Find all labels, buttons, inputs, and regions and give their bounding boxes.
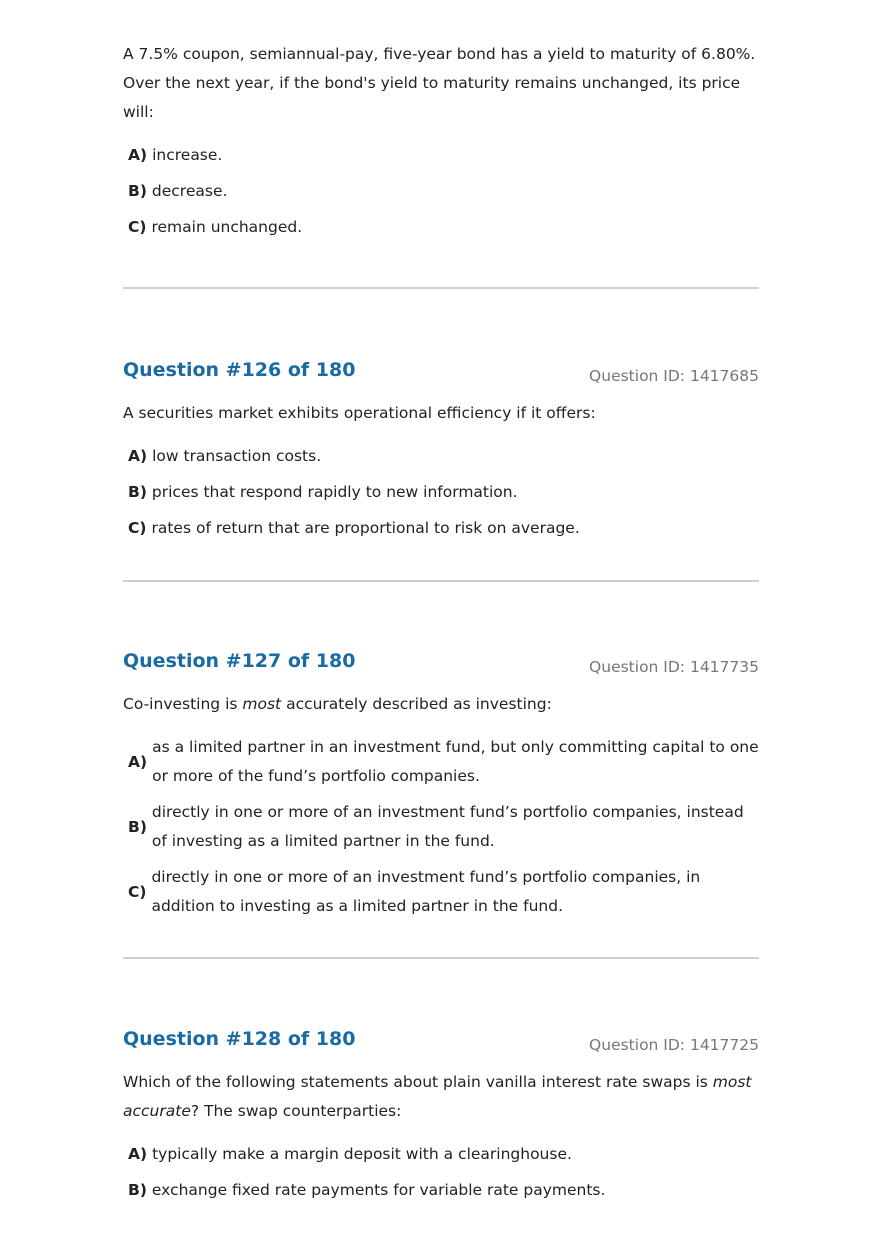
question-125	[123, 40, 759, 242]
answer-text: rates of return that are proportional to risk on average.	[151, 519, 580, 537]
answer-list	[123, 442, 759, 543]
answer-letter: B)	[128, 817, 147, 836]
answer-option-b[interactable]	[128, 478, 759, 507]
question-header	[123, 1022, 759, 1054]
question-text	[123, 1068, 759, 1126]
question-text: A securities market exhibits operational efficiency if it offers:	[123, 404, 596, 422]
answer-option-a[interactable]	[128, 733, 759, 791]
answer-letter: B)	[128, 1181, 147, 1199]
question-header	[123, 353, 759, 385]
answer-option-c[interactable]	[128, 863, 759, 921]
question-text-before: Co-investing is	[123, 695, 243, 713]
answer-letter: A)	[128, 1145, 148, 1163]
divider	[123, 580, 759, 582]
answer-option-c[interactable]	[128, 213, 759, 242]
page	[123, 40, 759, 1212]
question-text: A 7.5% coupon, semiannual-pay, five-year bond has a yield to maturity of 6.80%. Over the next year, if the bond's yield to maturity remains unchanged, its price will:	[123, 45, 756, 121]
answer-text: remain unchanged.	[151, 218, 303, 236]
answer-letter: C)	[128, 218, 147, 236]
answer-text: prices that respond rapidly to new information.	[151, 483, 518, 501]
question-128	[123, 1022, 759, 1205]
divider	[123, 287, 759, 289]
question-text	[123, 690, 759, 719]
answer-letter: B)	[128, 182, 147, 200]
answer-option-b[interactable]	[128, 177, 759, 206]
question-title: Question #127 of 180	[123, 650, 356, 672]
question-text-after: accurately described as investing:	[281, 695, 552, 713]
answer-option-c[interactable]	[128, 514, 759, 543]
answer-letter: A)	[128, 447, 148, 465]
question-title: Question #128 of 180	[123, 1028, 356, 1050]
answer-option-b[interactable]	[128, 798, 759, 856]
question-text-emphasis: most accurate	[123, 1073, 752, 1120]
answer-list	[123, 733, 759, 921]
question-text-before: Which of the following statements about plain vanilla interest rate swaps is	[123, 1073, 713, 1091]
answer-text: directly in one or more of an investment fund’s portfolio companies, instead of investing as a limited partner in the fund.	[151, 803, 744, 850]
answer-letter: A)	[128, 752, 148, 771]
question-text-emphasis: most	[242, 695, 282, 713]
answer-text: decrease.	[151, 182, 228, 200]
answer-letter: B)	[128, 483, 147, 501]
answer-option-b[interactable]	[128, 1176, 759, 1205]
question-text-after: ? The swap counterparties:	[190, 1102, 402, 1120]
question-127	[123, 644, 759, 921]
question-title: Question #126 of 180	[123, 359, 356, 381]
answer-text: typically make a margin deposit with a clearinghouse.	[152, 1145, 572, 1163]
question-id: Question ID: 1417735	[589, 658, 759, 676]
question-id: Question ID: 1417685	[589, 367, 759, 385]
answer-letter: C)	[128, 882, 147, 901]
divider	[123, 957, 759, 959]
answer-option-a[interactable]	[128, 1140, 759, 1169]
answer-list	[123, 141, 759, 242]
answer-text: increase.	[152, 146, 223, 164]
answer-text: as a limited partner in an investment fund, but only committing capital to one or more of the fund’s portfolio companies.	[152, 738, 759, 785]
answer-letter: C)	[128, 519, 147, 537]
question-id: Question ID: 1417725	[589, 1036, 759, 1054]
answer-list	[123, 1140, 759, 1205]
answer-option-a[interactable]	[128, 442, 759, 471]
question-header	[123, 644, 759, 676]
answer-option-a[interactable]	[128, 141, 759, 170]
question-126	[123, 353, 759, 543]
answer-letter: A)	[128, 146, 148, 164]
answer-text: exchange fixed rate payments for variable rate payments.	[151, 1181, 606, 1199]
answer-text: directly in one or more of an investment fund’s portfolio companies, in addition to investing as a limited partner in the fund.	[151, 868, 701, 915]
answer-text: low transaction costs.	[152, 447, 322, 465]
